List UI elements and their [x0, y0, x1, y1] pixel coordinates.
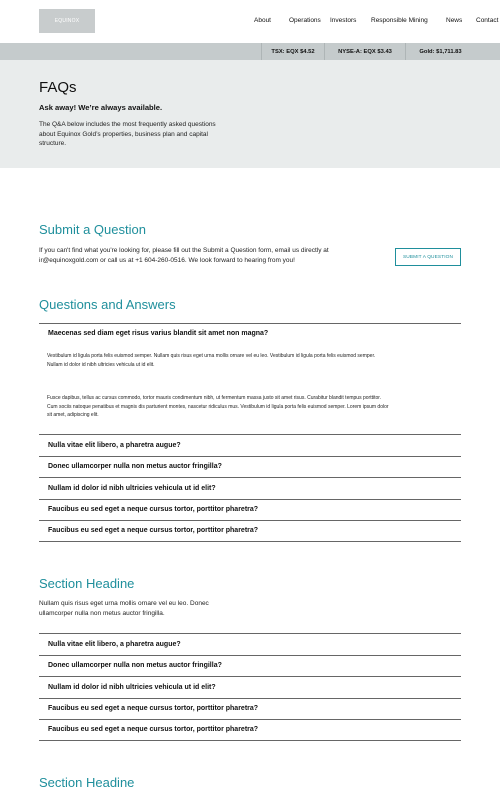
section-accordion [39, 633, 461, 741]
accordion-item[interactable]: Faucibus eu sed eget a neque cursus tortor, porttitor pharetra? [39, 698, 461, 720]
hero-banner [0, 60, 500, 168]
accordion-item[interactable]: Donec ullamcorper nulla non metus auctor fringilla? [39, 456, 461, 478]
accordion-answer-paragraph: Vestibulum id ligula porta felis euismod semper. Nullam quis risus eget urna mollis ornare vel eu leo. Vestibulum id ligula porta felis euismod semper. Nullam id dolor id nibh ultricies vehicula ut id elit. [47, 353, 376, 368]
nav-responsible-mining[interactable]: Responsible Mining [371, 17, 428, 24]
nav-investors[interactable]: Investors [330, 17, 357, 24]
accordion-answer-paragraph: Fusce dapibus, tellus ac cursus commodo, tortor mauris condimentum nibh, ut fermentum massa justo sit amet risus. Curabitur blandit tempus porttitor. Cum sociis natoque penatibus et magnis dis parturient montes, nascetur ridiculus mus. Vestibulum id ligula porta felis euismod semper. Lorem ipsum dolor sit amet, adipiscing elit. [47, 395, 389, 418]
accordion-item[interactable]: Faucibus eu sed eget a neque cursus tortor, porttitor pharetra? [39, 520, 461, 542]
accordion-item[interactable]: Donec ullamcorper nulla non metus auctor fringilla? [39, 655, 461, 677]
accordion-item-expanded[interactable] [39, 323, 461, 435]
page-title: FAQs [39, 79, 77, 96]
accordion-item[interactable]: Nullam id dolor id nibh ultricies vehicula ut id elit? [39, 676, 461, 698]
nav-contact[interactable]: Contact [476, 17, 499, 24]
accordion-item[interactable]: Nulla vitae elit libero, a pharetra augue? [39, 434, 461, 456]
accordion-question[interactable]: Maecenas sed diam eget risus varius blandit sit amet non magna? [48, 330, 269, 337]
section-description: Nullam quis risus eget urna mollis ornare vel eu leo. Donec ullamcorper nulla non metus auctor fringilla. [39, 600, 209, 617]
accordion-item[interactable]: Faucibus eu sed eget a neque cursus tortor, porttitor pharetra? [39, 719, 461, 741]
company-logo[interactable]: EQUINOX [39, 9, 95, 33]
accordion-item[interactable]: Nulla vitae elit libero, a pharetra augue? [39, 633, 461, 655]
ticker-nyse: NYSE-A: EQX $3.43 [324, 43, 405, 60]
site-header [0, 0, 500, 43]
accordion-item[interactable]: Faucibus eu sed eget a neque cursus tortor, porttitor pharetra? [39, 499, 461, 521]
nav-news[interactable]: News [446, 17, 463, 24]
submit-question-button[interactable]: SUBMIT A QUESTION [395, 248, 461, 266]
qa-heading: Questions and Answers [39, 297, 176, 312]
section-heading: Section Headine [39, 576, 135, 591]
section-heading: Section Headine [39, 775, 135, 790]
accordion-item[interactable]: Nullam id dolor id nibh ultricies vehicula ut id elit? [39, 477, 461, 499]
ticker-gold: Gold: $1,711.83 [405, 43, 475, 60]
submit-description: If you can't find what you're looking for, please fill out the Submit a Question form, email us directly at ir@equinoxgold.com or call us at +1 604-260-0516. We look forward to hearing from you! [39, 247, 329, 264]
submit-heading: Submit a Question [39, 222, 146, 237]
hero-subtitle: Ask away! We’re always available. [39, 103, 163, 112]
qa-accordion [39, 434, 461, 542]
hero-intro: The Q&A below includes the most frequently asked questions about Equinox Gold’s properties, business plan and capital structure. [39, 121, 216, 147]
stock-ticker-bar [0, 43, 500, 60]
ticker-tsx: TSX: EQX $4.52 [261, 43, 324, 60]
nav-operations[interactable]: Operations [289, 17, 321, 24]
nav-about[interactable]: About [254, 17, 271, 24]
